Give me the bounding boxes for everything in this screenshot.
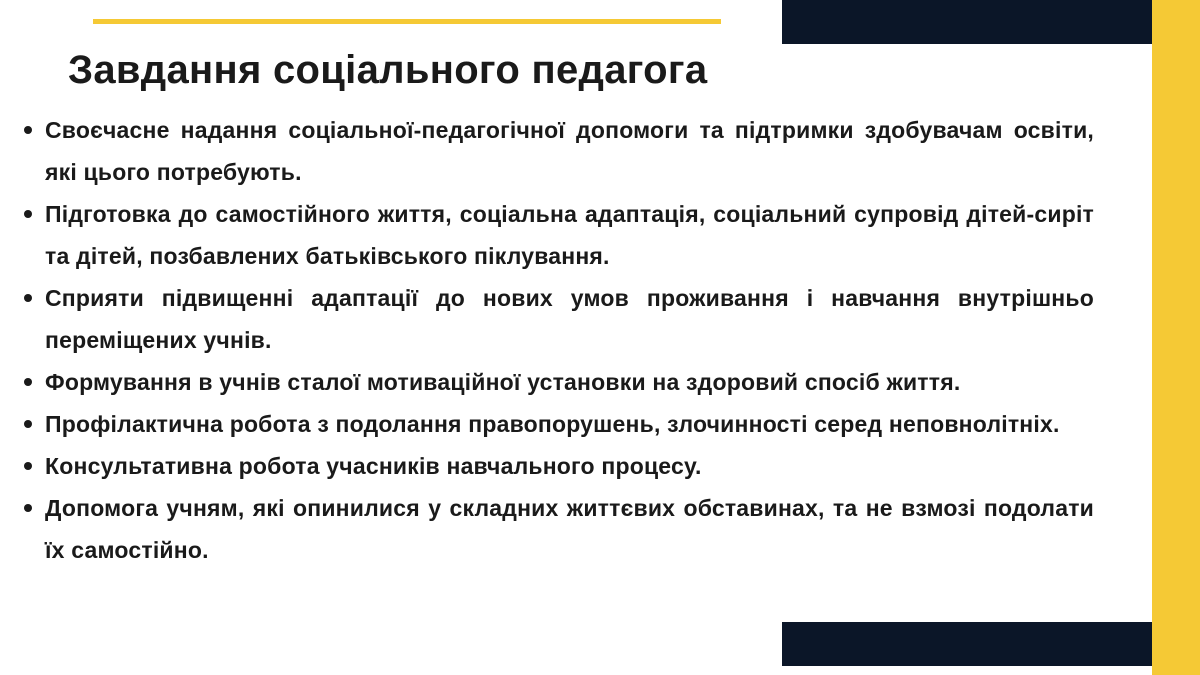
list-item-text: Сприяти підвищенні адаптації до нових умов проживання і навчання внутрішньо переміщених учнів. xyxy=(45,285,1094,353)
list-item xyxy=(24,109,1094,193)
list-item xyxy=(24,445,1094,487)
bullet-icon xyxy=(24,210,32,218)
list-item xyxy=(24,403,1094,445)
bullet-icon xyxy=(24,378,32,386)
list-item xyxy=(24,277,1094,361)
task-list xyxy=(24,109,1094,571)
bullet-icon xyxy=(24,504,32,512)
list-item-text: Консультативна робота учасників навчального процесу. xyxy=(45,453,702,479)
page-title: Завдання соціального педагога xyxy=(68,48,708,92)
list-item-text: Своєчасне надання соціальної-педагогічної допомоги та підтримки здобувачам освіти, які цього потребують. xyxy=(45,117,1094,185)
list-item-text: Допомога учням, які опинилися у складних життєвих обставинах, та не взмозі подолати їх самостійно. xyxy=(45,495,1094,563)
top-accent-line xyxy=(93,19,721,24)
navy-block-bottom xyxy=(782,622,1152,666)
bullet-icon xyxy=(24,126,32,134)
yellow-side-bar xyxy=(1152,0,1200,675)
list-item-text: Профілактична робота з подолання правопорушень, злочинності серед неповнолітніх. xyxy=(45,411,1060,437)
list-item-text: Формування в учнів сталої мотиваційної установки на здоровий спосіб життя. xyxy=(45,369,961,395)
list-item xyxy=(24,193,1094,277)
list-item xyxy=(24,361,1094,403)
list-item xyxy=(24,487,1094,571)
navy-block-top xyxy=(782,0,1152,44)
bullet-icon xyxy=(24,294,32,302)
list-item-text: Підготовка до самостійного життя, соціальна адаптація, соціальний супровід дітей-сиріт та дітей, позбавлених батьківського піклування. xyxy=(45,201,1094,269)
bullet-icon xyxy=(24,462,32,470)
bullet-icon xyxy=(24,420,32,428)
